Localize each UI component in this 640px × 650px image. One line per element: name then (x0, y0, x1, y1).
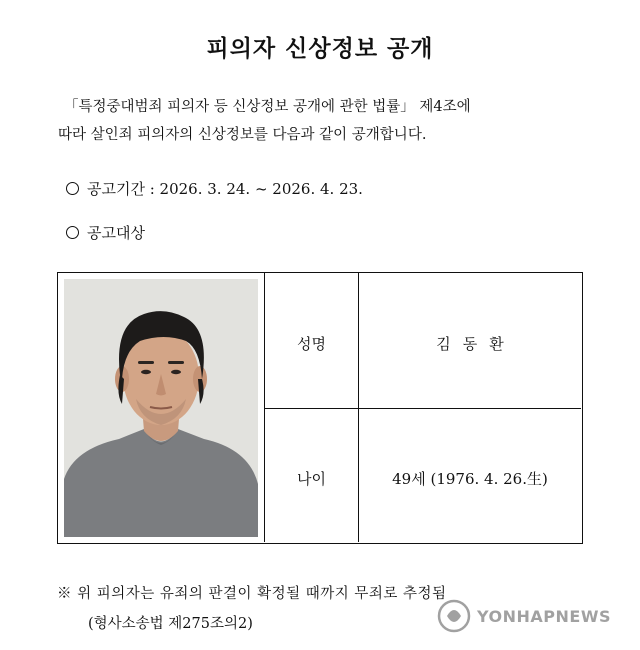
presumption-of-innocence-note: ※ 위 피의자는 유죄의 판결이 확정될 때까지 무죄로 추정됨 (57, 586, 447, 602)
suspect-photo-image (64, 279, 258, 537)
notice-period (66, 178, 363, 199)
legal-reference-note: (형사소송법 제275조의2) (88, 616, 253, 632)
suspect-photo (64, 279, 258, 537)
intro-line-1: 「특정중대범죄 피의자 등 신상정보 공개에 관한 법률」 제4조에 (64, 99, 471, 115)
document-title: 피의자 신상정보 공개 (206, 35, 434, 62)
age-label: 나이 (297, 470, 326, 488)
name-label: 성명 (297, 335, 326, 353)
yonhap-logo-icon (437, 598, 471, 634)
yonhap-watermark (437, 598, 632, 634)
circle-bullet-icon (66, 182, 79, 195)
watermark-text: YONHAPNEWS (477, 607, 611, 626)
notice-target-text: 공고대상 (87, 224, 145, 242)
intro-line-2: 따라 살인죄 피의자의 신상정보를 다음과 같이 공개합니다. (58, 127, 427, 143)
name-value: 김동환 (436, 335, 516, 353)
age-value: 49세 (1976. 4. 26.生) (392, 470, 548, 488)
circle-bullet-icon (66, 226, 79, 239)
suspect-info-table (57, 272, 583, 544)
notice-period-text: 공고기간 : 2026. 3. 24. ~ 2026. 4. 23. (87, 180, 363, 198)
photo-cell (58, 273, 265, 542)
table-row-divider (265, 408, 581, 409)
notice-target (66, 222, 145, 243)
